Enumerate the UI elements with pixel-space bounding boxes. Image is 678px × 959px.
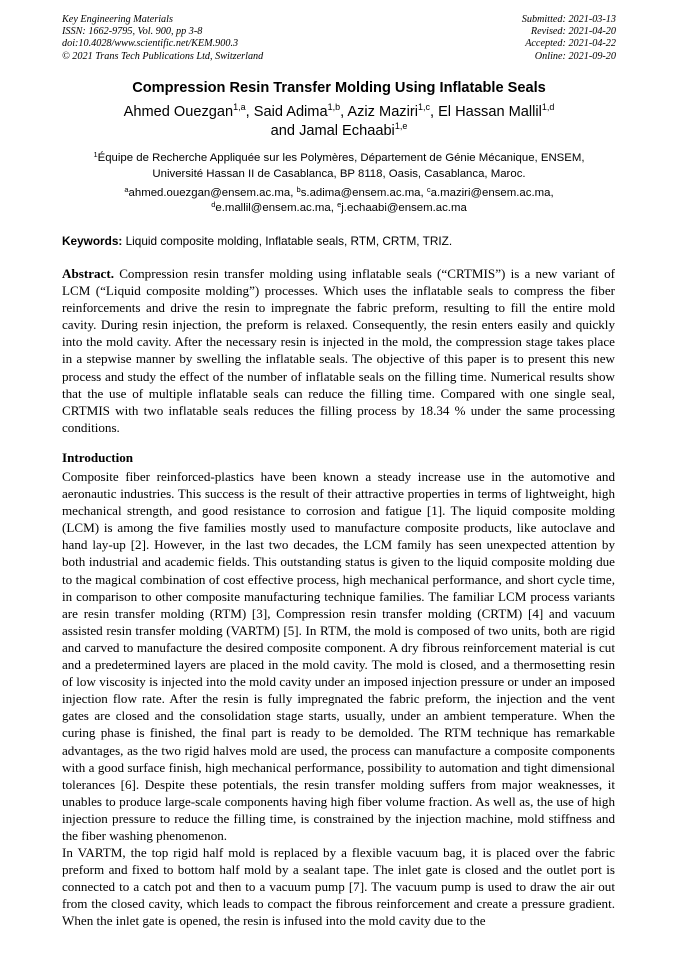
affiliation-mark: 1 [93,150,98,159]
affiliation-line-2: Université Hassan II de Casablanca, BP 8118, Oasis, Casablanca, Maroc. [152,167,526,180]
intro-paragraph: Composite fiber reinforced-plastics have been known a steady increase use in the automotive and aeronautic industries. This success is the result of their attractive properties in terms of lightweight, high mechanical strength, and good resistance to corrosion and fatigue [1]. The liquid composite molding (LCM) is among the five families mostly used to manufacture composite products, like autoclave and hand lay-up [2]. However, in the last two decades, the LCM family has seen unexpected attention by both industrial and academic fields. This outstanding status is given to the liquid composite molding due to the magical combination of cost effective process, high mechanical performance, and short cycle time, in comparison to other composite manufacturing technique families. The familiar LCM process variants are resin transfer molding (RTM) [3], Compression resin transfer molding (CRTM) [4] and vacuum assisted resin transfer molding (VARTM) [5]. In RTM, the mold is composed of two units, both are rigid and carved to manufacture the desired composite component. A dry fibrous reinforcement material is cut and a predetermined layers are placed in the mold cavity. The mold is closed, and a thermosetting resin of low viscosity is injected into the mold cavity under an imposed injection pressure or under an imposed injection flow rate. After the resin is fully impregnated the fabric preform, the injection and the vent gates are closed and the consolidation stage starts, usually, under an ambient temperature. When the curing phase is finished, the final part is ready to be demolded. The RTM technique has remarkable advantages, as the two rigid halves mold are used, the process can manufacture a composite components with a good surface finish, high mechanical performance, possibility to automation and tight dimensional tolerances [6]. Despite these potentials, the resin transfer molding suffers from major weaknesses, it unables to produce large-scale components having high fiber volume fraction. As well as, the use of high injection pressure to reduce the filling time, is constrained by the injection machine, mold stiffness and the fiber washing phenomenon. [62,469,615,843]
email-address[interactable]: a.maziri@ensem.ac.ma [430,187,551,199]
email-address[interactable]: ahmed.ouezgan@ensem.ac.ma [128,187,291,199]
abstract-text: Compression resin transfer molding using inflatable seals (“CRTMIS”) is a new variant of LCM (“Liquid composite molding”) processes. Which uses the inflatable seals to compress the fiber reinforcements and drive the resin to impregnate the fabric preform, resulting to fill the entire mold cavity. During resin injection, the preform is relaxed. Consequently, the resin enters easily and quickly into the mold cavity. After the necessary resin is injected in the mold, the compression stage takes place in a stepwise manner by swelling the inflatable seals. The objective of this paper is to present this new process and study the effect of the number of inflatable seals on the filling time. Numerical results show that the use of multiple inflatable seals can reduce the filling time. Compared with one single seal, CRTMIS with two inflatable seals reduces the filling process by 18.34 % under the same processing conditions. [62,266,615,435]
page-header [62,14,616,63]
author-affil-mark: 1,e [394,121,408,131]
abstract-label: Abstract. [62,266,114,281]
revised-date: Revised: 2021-04-20 [530,26,616,38]
publication-dates [522,14,616,63]
keywords-label: Keywords: [62,234,123,248]
email-address[interactable]: e.mallil@ensem.ac.ma [215,202,331,214]
author-name: Ahmed Ouezgan [123,104,234,120]
author-list [40,103,638,141]
intro-paragraph: In VARTM, the top rigid half mold is replaced by a flexible vacuum bag, it is placed over the fabric preform and fixed to bottom half mold by a sealant tape. The inlet gate is closed and the outlet port is connected to a catch pot and then to a vacuum pump [7]. The vacuum pump is used to draw the air out from the closed cavity, which leads to compact the fibrous reinforcement and create a pressure gradient. When the inlet gate is opened, the resin is infused into the mold cavity due to the [62,845,615,929]
author-affil-mark: 1,a [233,102,246,112]
email-address[interactable]: j.echaabi@ensem.ac.ma [341,202,467,214]
accepted-date: Accepted: 2021-04-22 [525,38,616,50]
author-affil-mark: 1,b [327,102,341,112]
author-name: Said Adima [253,104,328,120]
issn-line: ISSN: 1662-9795, Vol. 900, pp 3-8 [62,26,203,38]
author-line-2 [40,122,638,141]
keywords [62,234,616,248]
doi-line: doi:10.4028/www.scientific.net/KEM.900.3 [62,38,239,50]
affiliation-line-1: Équipe de Recherche Appliquée sur les Polymères, Département de Génie Mécanique, ENSEM, [97,152,585,164]
abstract [62,265,615,436]
paper-title: Compression Resin Transfer Molding Using Inflatable Seals [132,80,546,96]
author-name: Aziz Maziri [347,104,418,120]
email-list: $^a$ahmed.ouezgan@ensem.ac.ma, $^b$s.adima@ensem.ac.ma, $^c$a.maziri@ensem.ac.ma, $^d$e.mallil@ensem.ac.ma, $^e$j.echaabi@ensem.ac.ma [124,185,554,214]
author-affil-mark: 1,d [541,102,555,112]
author-line-1: Ahmed Ouezgan$^{1,a}$, Said Adima$^{1,b}$, Aziz Maziri$^{1,c}$, El Hassan Mallil$^{1,d}$ [123,102,555,120]
submitted-date: Submitted: 2021-03-13 [521,14,616,25]
publication-info [62,14,263,63]
author-affil-mark: 1,c [417,102,430,112]
keywords-text: Liquid composite molding, Inflatable seals, RTM, CRTM, TRIZ. [125,234,453,248]
affiliation [46,151,632,182]
copyright-line: © 2021 Trans Tech Publications Ltd, Switzerland [62,50,264,62]
introduction-body [62,468,615,930]
journal-name: Key Engineering Materials [62,14,173,25]
online-date: Online: 2021-09-20 [534,50,616,62]
email-address[interactable]: s.adima@ensem.ac.ma [300,187,421,199]
author-name: El Hassan Mallil [438,104,542,120]
introduction-heading: Introduction [62,450,134,465]
author-name: and Jamal Echaabi [270,123,395,139]
